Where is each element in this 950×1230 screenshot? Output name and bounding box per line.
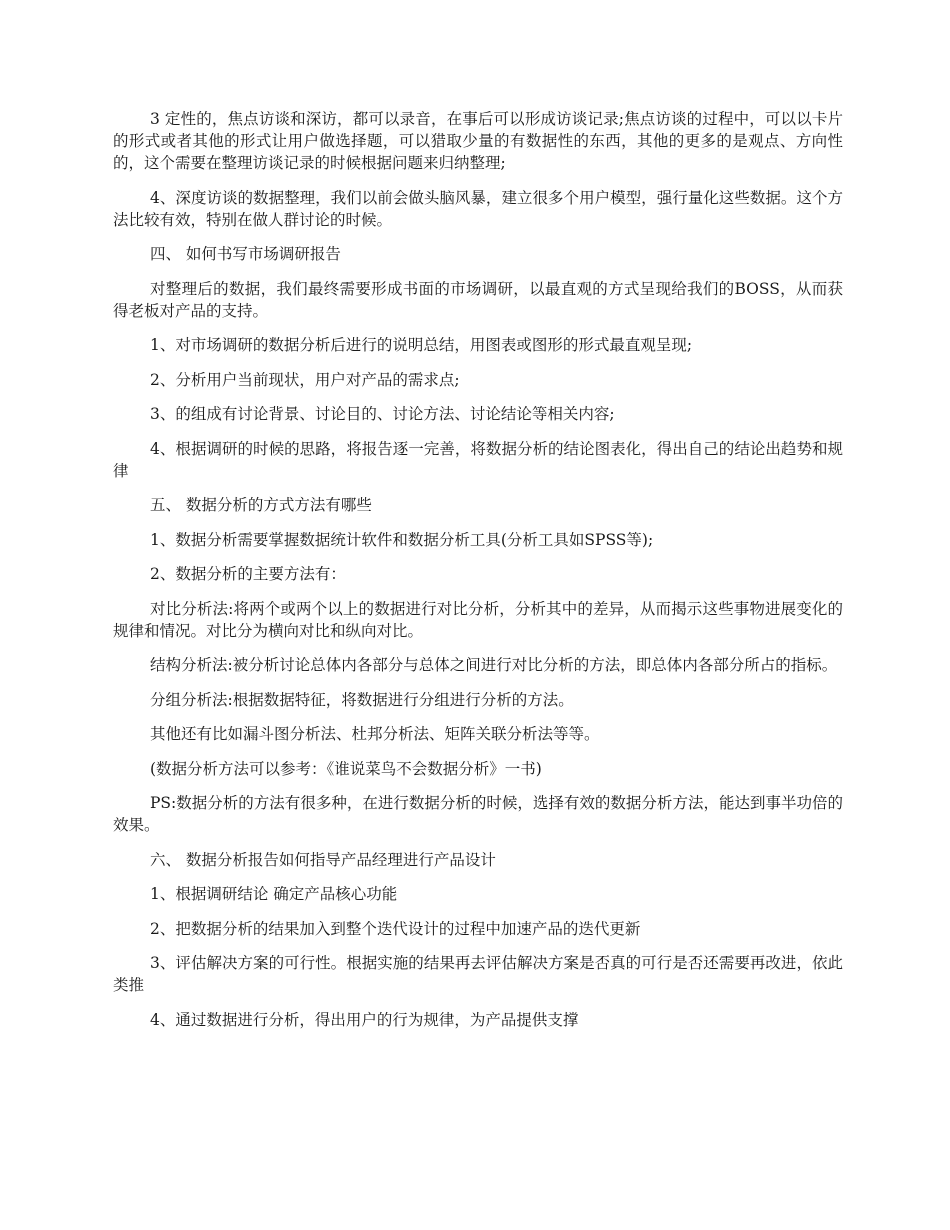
paragraph-other-methods: 其他还有比如漏斗图分析法、杜邦分析法、矩阵关联分析法等等。 [150,725,600,743]
paragraph-structure-method: 结构分析法:被分析讨论总体内各部分与总体之间进行对比分析的方法，即总体内各部分所占的指标。 [150,656,838,674]
paragraph-design-item-3: 3、评估解决方案的可行性。根据实施的结果再去评估解决方案是否真的可行是否还需要再改进，依此类推 [113,954,843,994]
paragraph-report-item-4: 4、根据调研的时候的思路，将报告逐一完善，将数据分析的结论图表化，得出自己的结论出趋势和规律 [113,439,843,480]
paragraph-ps-note: PS:数据分析的方法有很多种，在进行数据分析的时候，选择有效的数据分析方法，能达到事半功倍的效果。 [113,794,843,834]
paragraph-reference-book: (数据分析方法可以参考：《谁说菜鸟不会数据分析》一书) [150,759,542,778]
paragraph-analysis-item-1: 1、数据分析需要掌握数据统计软件和数据分析工具(分析工具如SPSS等); [150,530,654,549]
paragraph-design-item-1: 1、根据调研结论 确定产品核心功能 [150,885,398,903]
paragraph-report-intro: 对整理后的数据，我们最终需要形成书面的市场调研，以最直观的方式呈现给我们的BOSS，从而获得老板对产品的支持。 [113,279,843,320]
paragraph-comparison-method: 对比分析法:将两个或两个以上的数据进行对比分析，分析其中的差异，从而揭示这些事物进展变化的规律和情况。对比分为横向对比和纵向对比。 [113,599,843,640]
section-heading-5: 五、 数据分析的方式方法有哪些 [150,496,372,514]
paragraph-analysis-item-2: 2、数据分析的主要方法有： [150,565,346,583]
section-heading-4: 四、 如何书写市场调研报告 [150,245,341,263]
paragraph-deep-interview: 4、深度访谈的数据整理，我们以前会做头脑风暴，建立很多个用户模型，强行量化这些数据。这个方法比较有效，特别在做人群讨论的时候。 [113,188,843,229]
paragraph-interview-recording: 3 定性的，焦点访谈和深访，都可以录音，在事后可以形成访谈记录;焦点访谈的过程中，可以以卡片的形式或者其他的形式让用户做选择题，可以猎取少量的有数据性的东西，其他的更多的是观点、方向性的，这个需要在整理访谈记录的时候根据问题来归纳整理; [113,110,843,172]
paragraph-design-item-4: 4、通过数据进行分析，得出用户的行为规律，为产品提供支撑 [150,1010,579,1029]
paragraph-report-item-2: 2、分析用户当前现状，用户对产品的需求点; [150,370,460,389]
section-heading-6: 六、 数据分析报告如何指导产品经理进行产品设计 [150,850,496,869]
paragraph-grouping-method: 分组分析法:根据数据特征，将数据进行分组进行分析的方法。 [150,690,574,709]
paragraph-design-item-2: 2、把数据分析的结果加入到整个迭代设计的过程中加速产品的迭代更新 [150,919,641,938]
paragraph-report-item-1: 1、对市场调研的数据分析后进行的说明总结，用图表或图形的形式最直观呈现; [150,336,693,354]
document-body [113,108,843,1043]
paragraph-report-item-3: 3、的组成有讨论背景、讨论目的、讨论方法、讨论结论等相关内容; [150,405,615,423]
